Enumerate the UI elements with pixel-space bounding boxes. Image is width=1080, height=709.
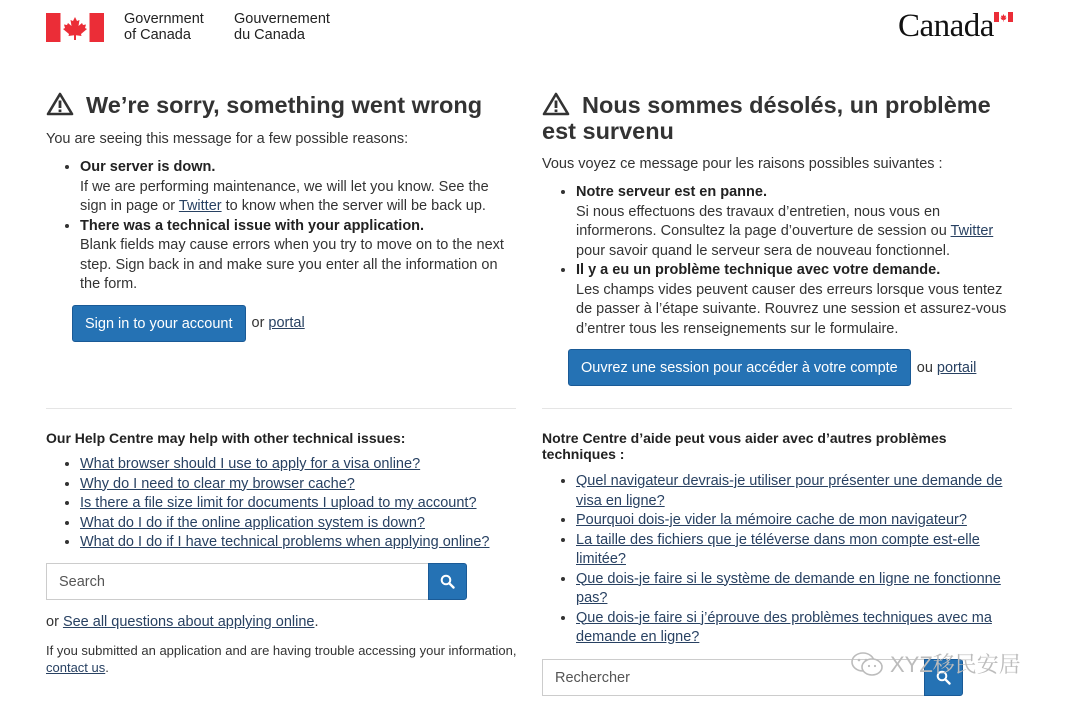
- list-item: [576, 570, 1014, 609]
- signin-row-en: [72, 305, 518, 342]
- watermark-text: XYZ移民安居: [890, 652, 1021, 677]
- reason1-text-a-en: If we are performing maintenance, we will let you know. See the sign in page or: [80, 178, 489, 214]
- watermark: [850, 648, 1021, 679]
- help-link-down-en[interactable]: What do I do if the online application system is down?: [80, 514, 425, 531]
- reason1-title-fr: Notre serveur est en panne.: [576, 184, 767, 200]
- intro-fr: Vous voyez ce message pour les raisons possibles suivantes :: [542, 156, 943, 172]
- list-item: [576, 609, 1014, 648]
- reasons-list-fr: [542, 183, 1014, 339]
- help-title-fr: Notre Centre d’aide peut vous aider avec d’autres problèmes techniques :: [542, 430, 947, 462]
- french-column: [542, 92, 1014, 386]
- list-item: [80, 158, 518, 217]
- wordmark-flag-icon: [994, 12, 1013, 22]
- divider-en: [46, 408, 516, 409]
- gov-en-line2: of Canada: [124, 27, 191, 43]
- or-text-en: or: [251, 315, 265, 331]
- reason2-title-en: There was a technical issue with your application.: [80, 217, 425, 234]
- government-of-canada-fr[interactable]: [234, 11, 330, 43]
- sign-in-button[interactable]: Sign in to your account: [72, 305, 246, 342]
- list-item: [80, 217, 518, 295]
- site-header: [0, 0, 1080, 60]
- page-heading-fr: [542, 92, 1014, 144]
- help-link-down-fr[interactable]: Que dois-je faire si le système de demande en ligne ne fonctionne pas?: [576, 570, 1001, 606]
- list-item: [80, 514, 518, 534]
- canada-flag-icon: [46, 13, 104, 42]
- warning-icon: [542, 92, 570, 116]
- reason1-text-a-fr: Si nous effectuons des travaux d’entretien, nous vous en informerons. Consultez la page d’ouverture de session ou: [576, 203, 951, 239]
- heading-text-en: We’re sorry, something went wrong: [86, 92, 483, 118]
- help-link-technical-en[interactable]: What do I do if I have technical problems when applying online?: [80, 534, 490, 550]
- help-link-browser-fr[interactable]: Quel navigateur devrais-je utiliser pour présenter une demande de visa en ligne?: [576, 473, 1003, 509]
- sign-in-button-fr[interactable]: Ouvrez une session pour accéder à votre compte: [568, 349, 911, 386]
- english-column: [46, 92, 518, 342]
- help-links-en: [46, 455, 518, 553]
- twitter-link-en[interactable]: Twitter: [178, 198, 222, 214]
- list-item: [80, 494, 518, 514]
- list-item: [576, 511, 1014, 531]
- gov-fr-line2: du Canada: [234, 27, 305, 43]
- search-input[interactable]: [46, 563, 428, 600]
- help-link-technical-fr[interactable]: Que dois-je faire si j’éprouve des problèmes techniques avec ma demande en ligne?: [576, 609, 992, 645]
- heading-text-fr: Nous sommes désolés, un problème est survenu: [542, 92, 991, 144]
- help-title-en: Our Help Centre may help with other technical issues:: [46, 430, 406, 446]
- help-section-fr: [542, 430, 1014, 648]
- list-item: [576, 183, 1014, 261]
- list-item: [80, 475, 518, 495]
- reason2-title-fr: Il y a eu un problème technique avec votre demande.: [576, 262, 941, 278]
- wechat-icon: [850, 651, 884, 677]
- list-item: [576, 261, 1014, 339]
- list-item: [80, 533, 518, 553]
- help-link-filesize-fr[interactable]: La taille des fichiers que je téléverse dans mon compte est-elle limitée?: [576, 531, 980, 567]
- help-section-en: [46, 430, 518, 553]
- help-link-browser-en[interactable]: What browser should I use to apply for a visa online?: [80, 456, 421, 472]
- help-link-filesize-en[interactable]: Is there a file size limit for documents I upload to my account?: [80, 495, 477, 511]
- see-all-line: [46, 614, 319, 630]
- submitted-text: If you submitted an application and are having trouble accessing your information,: [46, 643, 517, 658]
- reason1-text-b-fr: pour savoir quand le serveur sera de nouveau fonctionnel.: [576, 242, 951, 259]
- reason2-text-en: Blank fields may cause errors when you try to move on to the next step. Sign back in and make sure you enter all the information on the form.: [80, 237, 504, 292]
- reason2-text-fr: Les champs vides peuvent causer des erreurs lorsque vous tentez de passer à l’étape suivante. Rouvrez une session et assurez-vous d’entrer tous les renseignements sur le formulaire.: [576, 281, 1007, 337]
- search-bar-en: [46, 563, 467, 600]
- see-all-prefix: or: [46, 614, 59, 630]
- list-item: [80, 455, 518, 475]
- canada-wordmark: Canada: [898, 8, 994, 44]
- search-icon: [440, 574, 455, 589]
- search-button[interactable]: [428, 563, 467, 600]
- signin-row-fr: [568, 349, 1014, 386]
- twitter-link-fr[interactable]: Twitter: [950, 223, 994, 239]
- help-links-fr: [542, 472, 1014, 648]
- divider-fr: [542, 408, 1012, 409]
- reasons-list-en: [46, 158, 518, 295]
- reason1-title-en: Our server is down.: [80, 159, 216, 175]
- intro-en: You are seeing this message for a few possible reasons:: [46, 131, 409, 147]
- see-all-suffix: .: [314, 614, 319, 630]
- or-text-fr: ou: [916, 359, 933, 376]
- list-item: [576, 472, 1014, 511]
- reason1-text-b-en: to know when the server will be back up.: [221, 198, 486, 214]
- portal-link-en[interactable]: portal: [268, 315, 305, 331]
- contact-us-link[interactable]: contact us: [46, 660, 106, 675]
- portal-link-fr[interactable]: portail: [936, 359, 977, 376]
- see-all-questions-link[interactable]: See all questions about applying online: [62, 614, 315, 630]
- government-of-canada-en[interactable]: [124, 11, 204, 43]
- gov-fr-line1: Gouvernement: [234, 11, 330, 27]
- help-link-cache-en[interactable]: Why do I need to clear my browser cache?: [80, 475, 355, 492]
- gov-en-line1: Government: [124, 11, 204, 27]
- warning-icon: [46, 92, 74, 116]
- submitted-note: [46, 642, 520, 676]
- list-item: [576, 531, 1014, 570]
- page-heading-en: [46, 92, 518, 118]
- contact-suffix: .: [105, 660, 109, 675]
- help-link-cache-fr[interactable]: Pourquoi dois-je vider la mémoire cache de mon navigateur?: [576, 512, 967, 528]
